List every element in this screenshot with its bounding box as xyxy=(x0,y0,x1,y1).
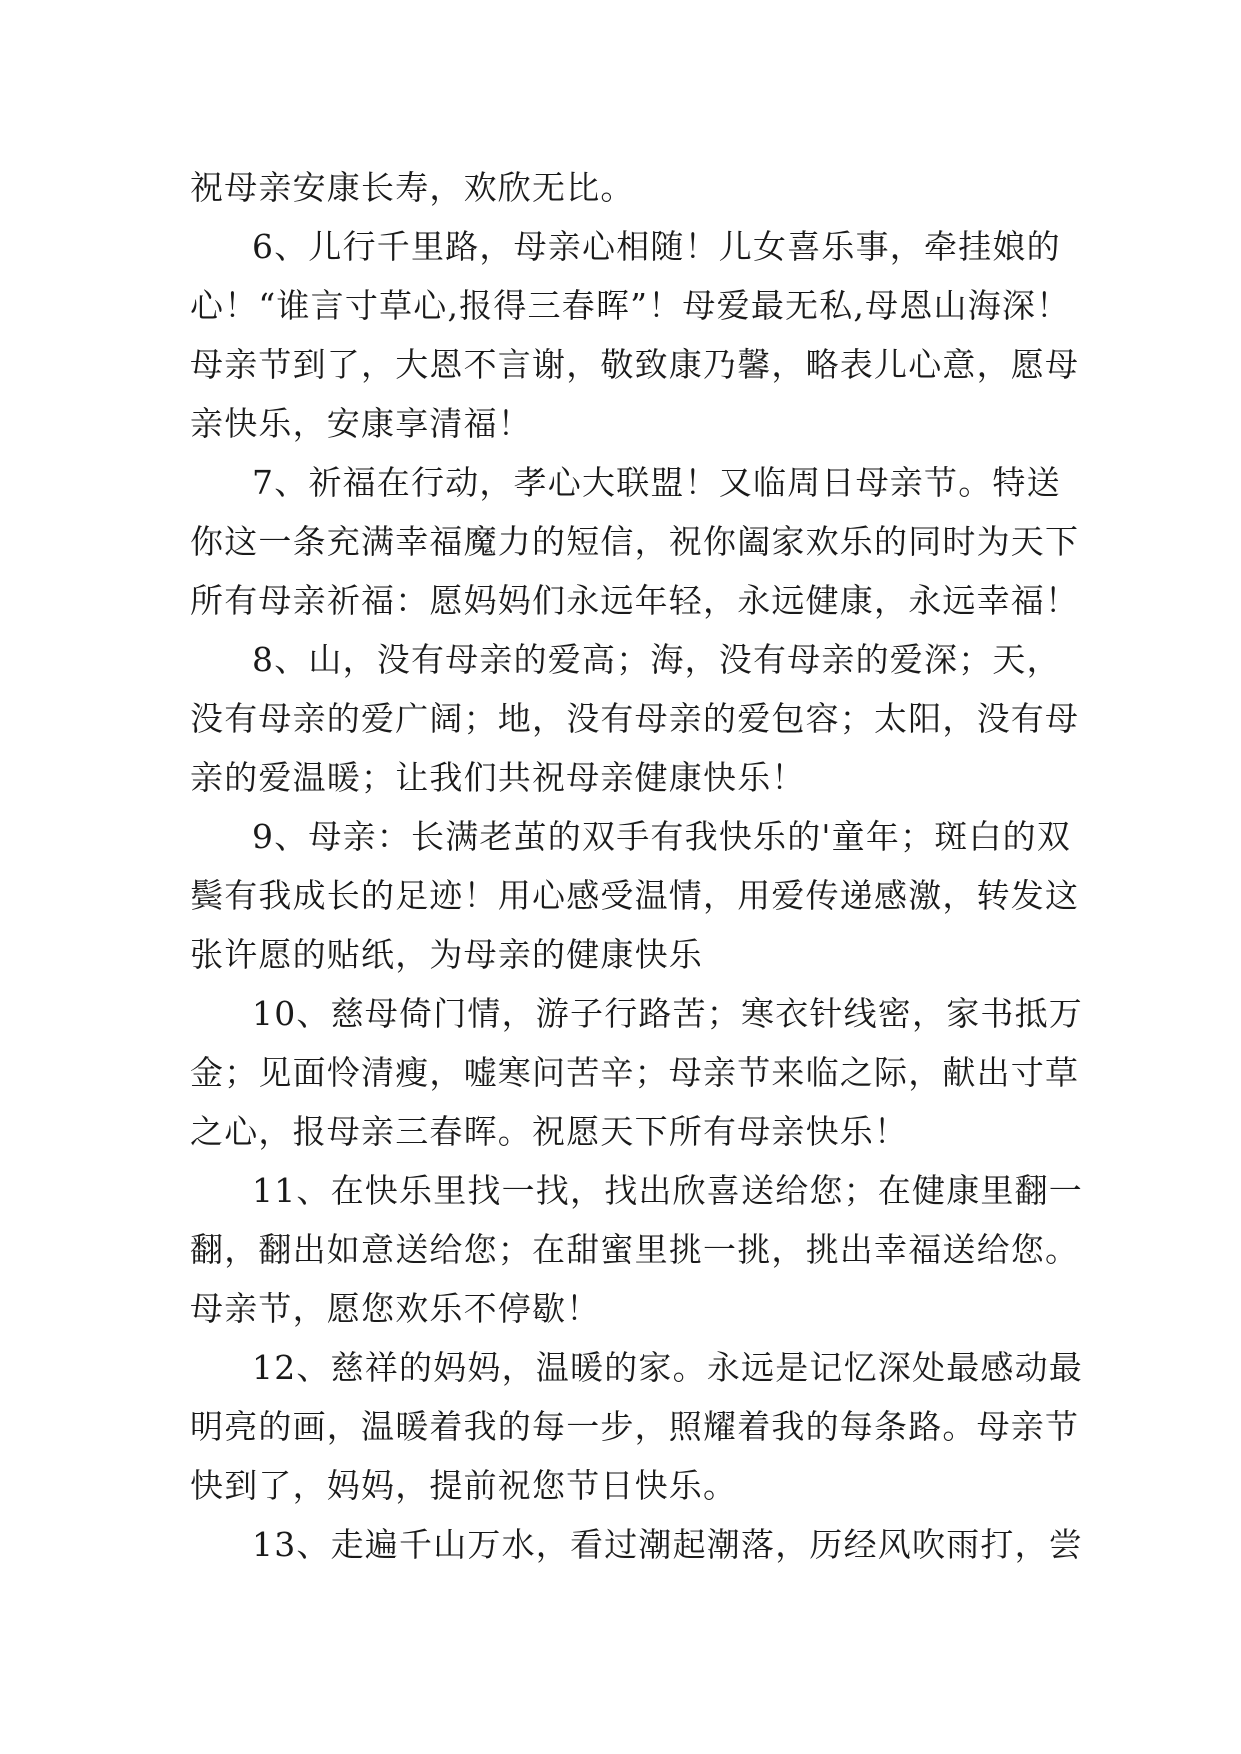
text-line: 祝母亲安康长寿，欢欣无比。 xyxy=(190,168,635,207)
text-line: 7、祈福在行动，孝心大联盟！又临周日母亲节。特送 xyxy=(252,463,1061,502)
document-body xyxy=(190,158,1083,1574)
text-line: 母亲节到了，大恩不言谢，敬致康乃馨，略表儿心意，愿母 xyxy=(190,345,1080,384)
text-line: 亲快乐，安康享清福！ xyxy=(190,404,532,443)
text-line: 鬓有我成长的足迹！用心感受温情，用爱传递感激，转发这 xyxy=(190,876,1080,915)
text-line: 9、母亲：长满老茧的双手有我快乐的'童年；斑白的双 xyxy=(252,817,1072,856)
text-line: 8、山，没有母亲的爱高；海，没有母亲的爱深；天， xyxy=(252,640,1061,679)
text-line: 11、在快乐里找一找，找出欣喜送给您；在健康里翻一 xyxy=(252,1171,1083,1210)
text-line: 之心，报母亲三春晖。祝愿天下所有母亲快乐！ xyxy=(190,1112,909,1151)
text-line: 13、走遍千山万水，看过潮起潮落，历经风吹雨打，尝 xyxy=(252,1525,1083,1564)
text-line: 没有母亲的爱广阔；地，没有母亲的爱包容；太阳，没有母 xyxy=(190,699,1080,738)
text-line: 翻，翻出如意送给您；在甜蜜里挑一挑，挑出幸福送给您。 xyxy=(190,1230,1080,1269)
text-line: 你这一条充满幸福魔力的短信，祝你阖家欢乐的同时为天下 xyxy=(190,522,1080,561)
text-line: 张许愿的贴纸，为母亲的健康快乐 xyxy=(190,935,703,974)
text-line: 10、慈母倚门情，游子行路苦；寒衣针线密，家书抵万 xyxy=(252,994,1083,1033)
text-line: 6、儿行千里路，母亲心相随！儿女喜乐事，牵挂娘的 xyxy=(252,227,1061,266)
text-line: 所有母亲祈福：愿妈妈们永远年轻，永远健康，永远幸福！ xyxy=(190,581,1080,620)
text-line: 亲的爱温暖；让我们共祝母亲健康快乐！ xyxy=(190,758,806,797)
text-line: 心！“谁言寸草心,报得三春晖”！母爱最无私,母恩山海深！ xyxy=(190,286,1071,325)
text-line: 母亲节，愿您欢乐不停歇！ xyxy=(190,1289,601,1328)
text-line: 12、慈祥的妈妈，温暖的家。永远是记忆深处最感动最 xyxy=(252,1348,1083,1387)
text-line: 金；见面怜清瘦，嘘寒问苦辛；母亲节来临之际，献出寸草 xyxy=(190,1053,1080,1092)
text-line: 快到了，妈妈，提前祝您节日快乐。 xyxy=(190,1466,738,1505)
text-line: 明亮的画，温暖着我的每一步，照耀着我的每条路。母亲节 xyxy=(190,1407,1080,1446)
